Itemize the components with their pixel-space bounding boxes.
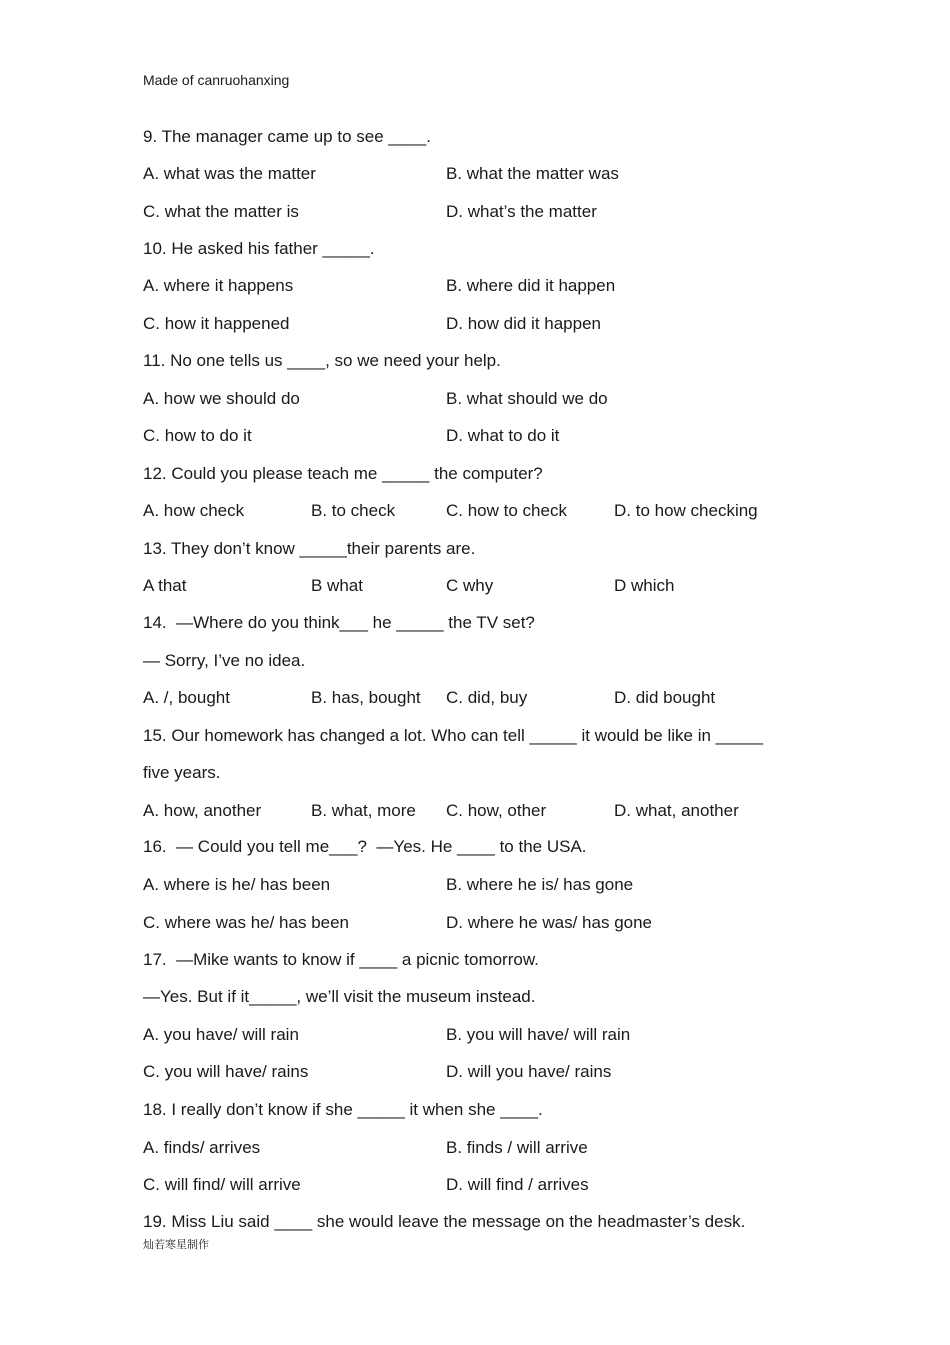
option-b: B. you will have/ will rain [446,1025,631,1044]
option-a: A. where it happens [143,276,294,295]
question-stem: 12. Could you please teach me _____ the computer? [143,464,543,483]
option-c: C. you will have/ rains [143,1062,309,1081]
option-d: D. what to do it [446,426,560,445]
option-a: A. finds/ arrives [143,1138,261,1157]
option-d: D. will find / arrives [446,1175,589,1194]
question-stem-continued: five years. [143,763,221,782]
option-c: C why [446,576,494,595]
question-stem: 13. They don’t know _____their parents are. [143,539,476,558]
option-a: A. how we should do [143,389,300,408]
question-stem: 15. Our homework has changed a lot. Who can tell _____ it would be like in _____ [143,726,763,745]
option-d: D. will you have/ rains [446,1062,612,1081]
option-d: D. what, another [614,801,739,820]
option-b: B. to check [311,501,396,520]
option-b: B. what should we do [446,389,608,408]
option-b: B. what, more [311,801,416,820]
question-stem: 14. —Where do you think___ he _____ the TV set? [143,613,535,632]
option-c: C. did, buy [446,688,528,707]
option-a: A that [143,576,187,595]
option-b: B. where he is/ has gone [446,875,634,894]
question-stem: 17. —Mike wants to know if ____ a picnic tomorrow. [143,950,539,969]
option-d: D. what’s the matter [446,202,597,221]
option-c: C. how, other [446,801,547,820]
option-c: C. what the matter is [143,202,299,221]
option-a: A. where is he/ has been [143,875,331,894]
option-d: D which [614,576,675,595]
option-c: C. will find/ will arrive [143,1175,301,1194]
question-stem: 9. The manager came up to see ____. [143,127,431,146]
option-a: A. how check [143,501,245,520]
question-stem: 10. He asked his father _____. [143,239,375,258]
option-b: B. what the matter was [446,164,619,183]
option-a: A. how, another [143,801,262,820]
option-d: D. where he was/ has gone [446,913,653,932]
option-d: D. did bought [614,688,716,707]
question-stem: 19. Miss Liu said ____ she would leave the message on the headmaster’s desk. [143,1212,746,1231]
page-header: Made of canruohanxing [143,72,290,88]
option-b: B. has, bought [311,688,421,707]
option-b: B. finds / will arrive [446,1138,588,1157]
question-stem: 18. I really don’t know if she _____ it when she ____. [143,1100,543,1119]
question-stem: 16. — Could you tell me___? —Yes. He ____ to the USA. [143,837,587,856]
option-c: C. how to do it [143,426,252,445]
option-d: D. to how checking [614,501,758,520]
option-a: A. you have/ will rain [143,1025,299,1044]
option-c: C. where was he/ has been [143,913,350,932]
question-dialogue-reply: — Sorry, I’ve no idea. [143,651,306,670]
option-b: B what [311,576,363,595]
question-stem: 11. No one tells us ____, so we need your help. [143,351,501,370]
option-c: C. how it happened [143,314,290,333]
option-a: A. what was the matter [143,164,316,183]
option-c: C. how to check [446,501,567,520]
page-footer: 灿若寒星制作 [143,1238,209,1251]
option-b: B. where did it happen [446,276,616,295]
option-d: D. how did it happen [446,314,601,333]
question-dialogue-reply: —Yes. But if it_____, we’ll visit the museum instead. [143,987,536,1006]
option-a: A. /, bought [143,688,230,707]
